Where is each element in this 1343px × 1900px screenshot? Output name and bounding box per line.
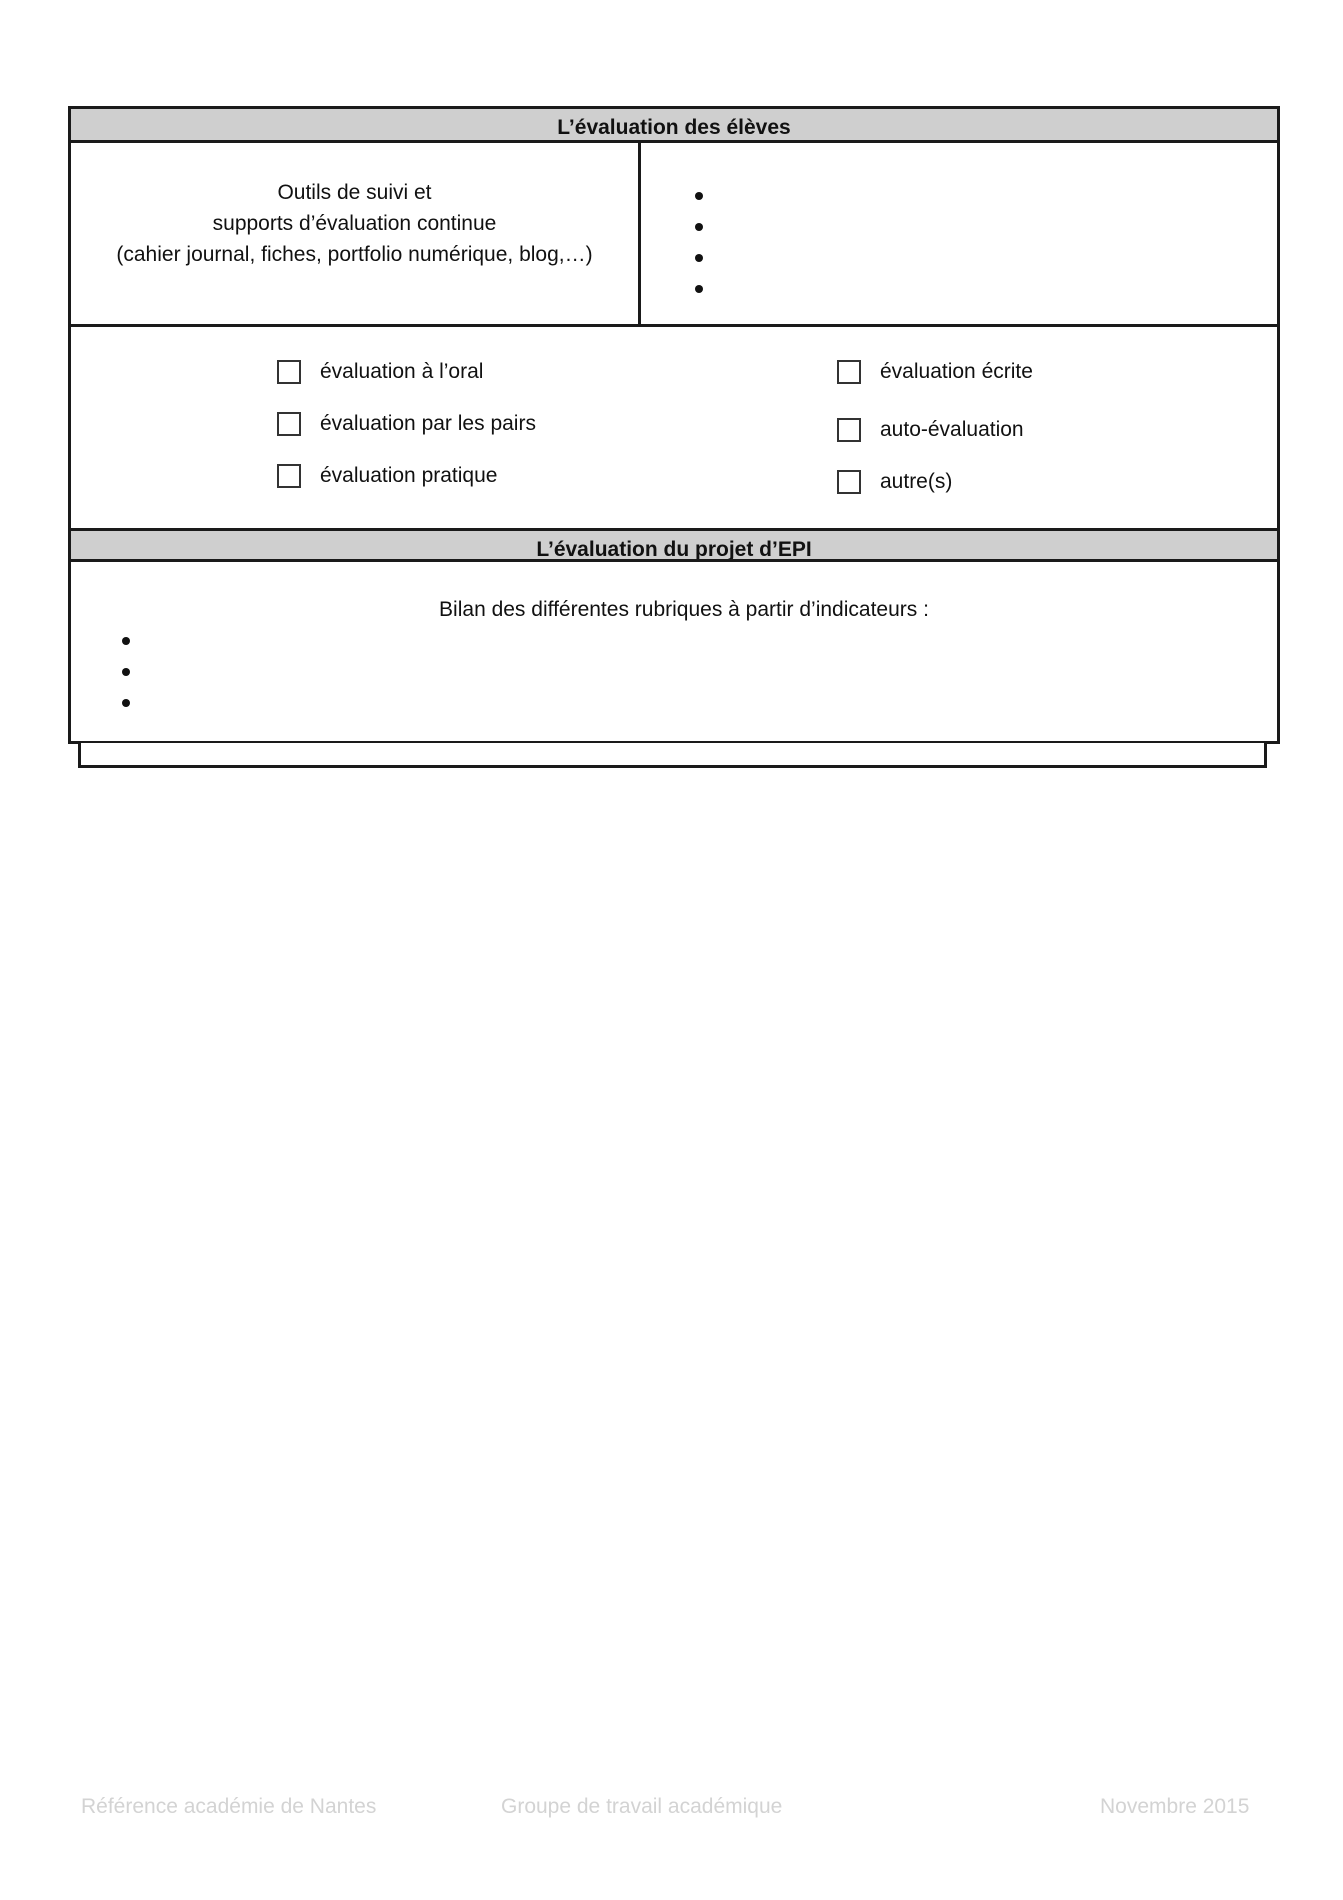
epi-evaluation-title: L’évaluation du projet d’EPI [536, 538, 812, 561]
epi-bullet-list [122, 625, 152, 718]
tools-label-line-1: Outils de suivi et [277, 181, 432, 204]
checkbox-self-evaluation[interactable] [837, 418, 1024, 442]
epi-bullet-item[interactable] [122, 687, 152, 718]
checkbox-square-icon[interactable] [837, 418, 861, 442]
checkbox-peer-evaluation[interactable] [277, 412, 536, 436]
evaluation-form [68, 106, 1280, 744]
tools-bullet-item[interactable] [695, 242, 725, 273]
tools-bullet-list [695, 180, 725, 304]
checkbox-label: évaluation à l’oral [320, 360, 484, 383]
footer-reference: Référence académie de Nantes [81, 1795, 377, 1818]
epi-intro [71, 596, 1277, 624]
checkbox-written-evaluation[interactable] [837, 360, 1033, 384]
tools-label-line-2: supports d’évaluation continue [212, 212, 497, 235]
footer-group: Groupe de travail académique [501, 1795, 783, 1818]
checkbox-label: auto-évaluation [880, 418, 1024, 441]
checkbox-label: autre(s) [880, 470, 953, 493]
checkbox-label: évaluation pratique [320, 464, 498, 487]
epi-evaluation-header [71, 528, 1277, 562]
footer-date: Novembre 2015 [1100, 1795, 1250, 1818]
form-bottom-strip [78, 743, 1267, 768]
checkbox-square-icon[interactable] [837, 470, 861, 494]
checkbox-square-icon[interactable] [277, 412, 301, 436]
checkbox-oral-evaluation[interactable] [277, 360, 483, 384]
tools-row [71, 143, 1277, 327]
tools-bullet-item[interactable] [695, 273, 725, 304]
checkbox-other[interactable] [837, 470, 952, 494]
epi-bullet-item[interactable] [122, 625, 152, 656]
checkbox-square-icon[interactable] [277, 360, 301, 384]
checkbox-square-icon[interactable] [277, 464, 301, 488]
checkbox-label: évaluation écrite [880, 360, 1033, 383]
evaluation-type-checkboxes [71, 327, 1277, 528]
epi-intro-text: Bilan des différentes rubriques à partir d’indicateurs : [439, 598, 929, 621]
students-evaluation-header [71, 109, 1277, 143]
tools-label [71, 143, 641, 324]
epi-evaluation-body [71, 562, 1277, 741]
checkbox-square-icon[interactable] [837, 360, 861, 384]
tools-bullet-item[interactable] [695, 211, 725, 242]
tools-bullet-item[interactable] [695, 180, 725, 211]
tools-label-line-3: (cahier journal, fiches, portfolio numérique, blog,…) [116, 243, 593, 266]
epi-bullet-item[interactable] [122, 656, 152, 687]
checkbox-label: évaluation par les pairs [320, 412, 536, 435]
checkbox-practical-evaluation[interactable] [277, 464, 497, 488]
students-evaluation-title: L’évaluation des élèves [557, 116, 791, 139]
